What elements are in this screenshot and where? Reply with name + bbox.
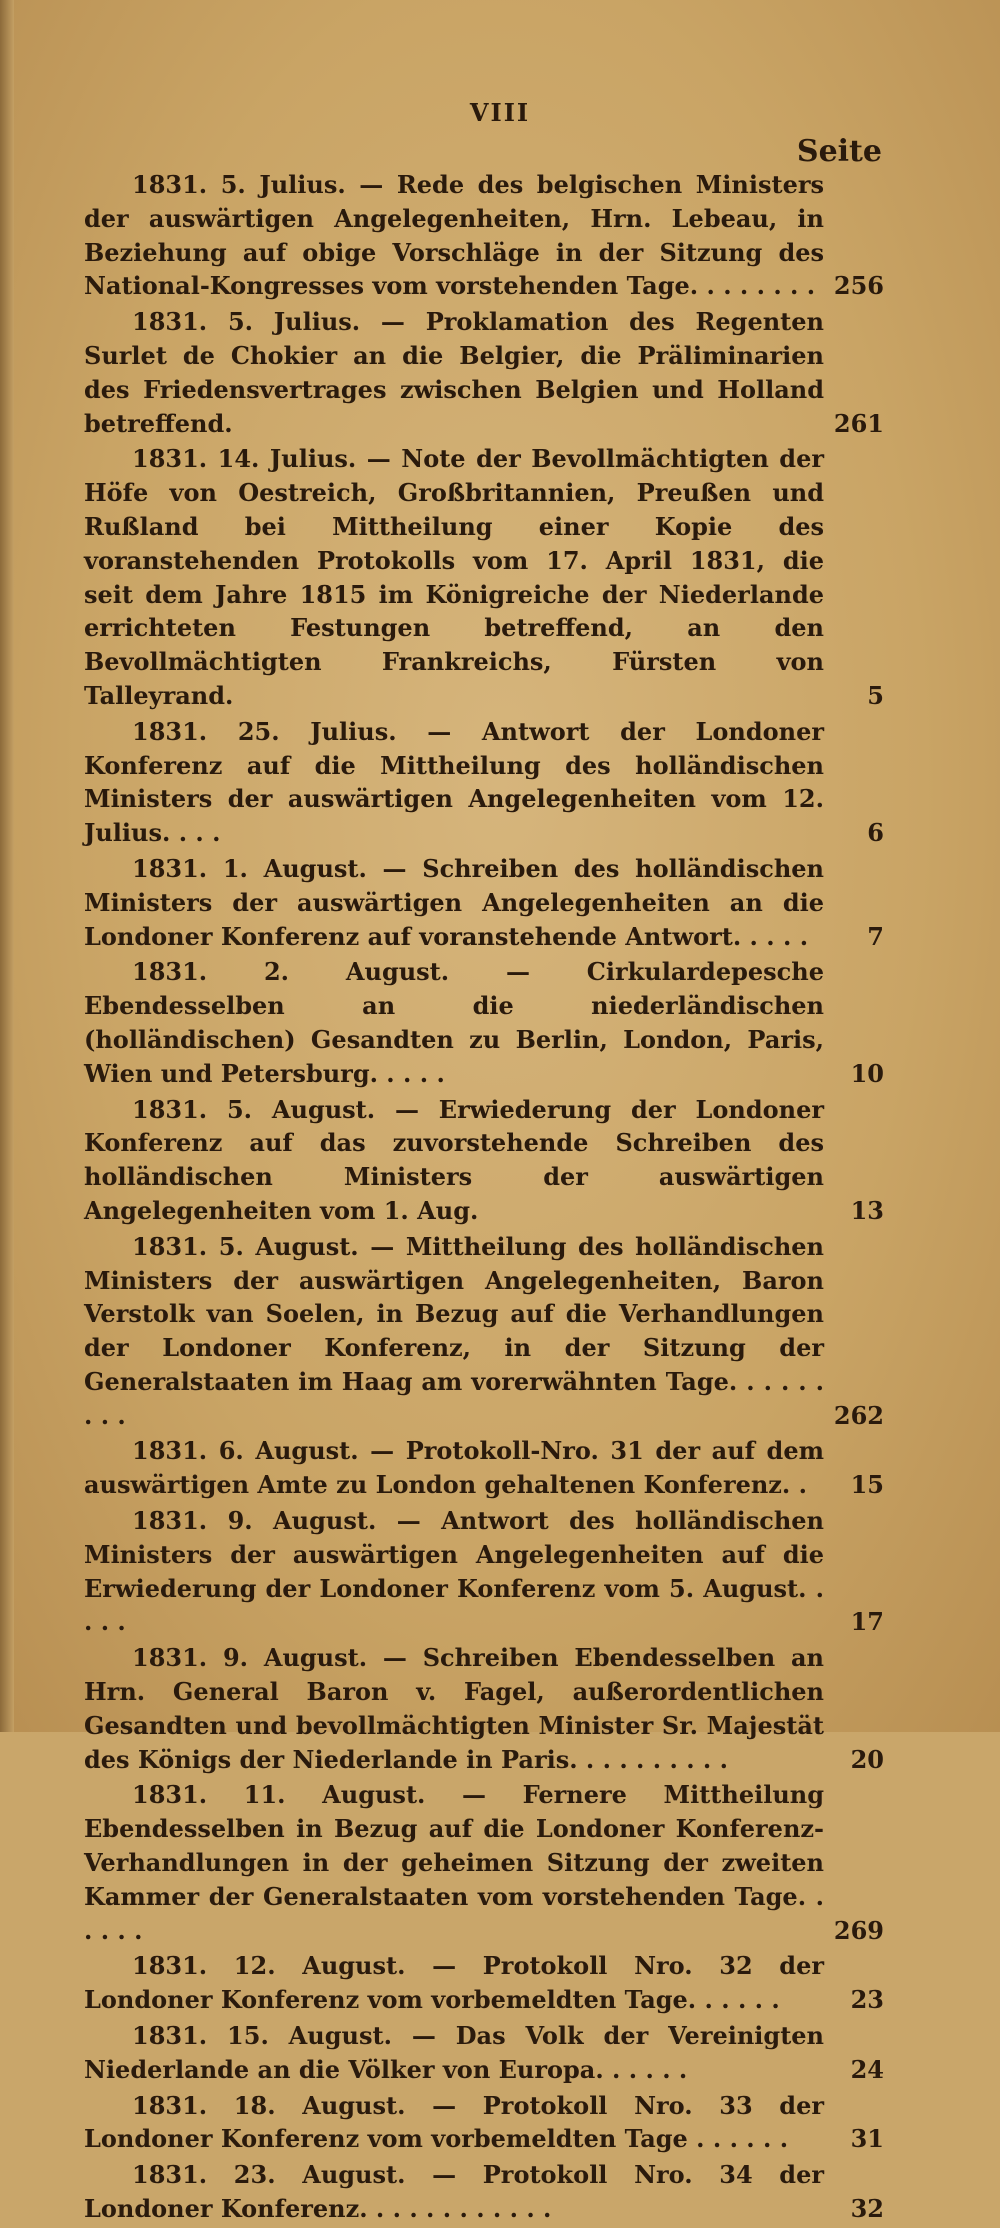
toc-entry-text: 1831. 5. August. — Mittheilung des holländischen Ministers der auswärtigen Angelegenheiten, Baron Verstolk van Soelen, in Bezug auf die Verhandlungen der Londoner Konferenz, in der Sitzung der Generalstaaten im Haag am vorerwähnten Tage. . . . . . . . . <box>84 1231 824 1430</box>
toc-entry-page: 10 <box>850 1058 884 1088</box>
toc-entry <box>84 168 884 303</box>
toc-entry-text: 1831. 9. August. — Schreiben Ebendesselben an Hrn. General Baron v. Fagel, außerordentlichen Gesandten und bevollmächtigten Minister Sr. Majestät des Königs der Niederlande in Paris. . . . . . . . . . <box>84 1643 824 1774</box>
page-edge <box>0 0 14 1732</box>
toc-entry <box>84 1949 884 2017</box>
toc-entry-page: 23 <box>850 1985 884 2015</box>
toc-entry <box>84 1641 884 1776</box>
toc-entry-text: 1831. 25. Julius. — Antwort der Londoner Konferenz auf die Mittheilung des holländischen Ministers der auswärtigen Angelegenheiten vom 12. Julius. . . . <box>84 716 824 848</box>
page-number: VIII <box>469 98 531 127</box>
toc-entry-page: 32 <box>850 2194 884 2224</box>
toc-entry-page: 261 <box>833 408 884 438</box>
toc-entry <box>84 715 884 850</box>
toc-entry <box>84 442 884 712</box>
toc-entry-page: 262 <box>833 1400 884 1430</box>
toc-entry-page: 13 <box>850 1195 884 1225</box>
toc-entry-page: 256 <box>833 271 884 301</box>
toc-entry-text: 1831. 15. August. — Das Volk der Vereinigten Niederlande an die Völker von Europa. . . . . . <box>84 2021 824 2084</box>
toc-entry-page: 17 <box>850 1607 884 1637</box>
toc-entry-text: 1831. 5. August. — Erwiederung der Londoner Konferenz auf das zuvorstehende Schreiben des holländischen Ministers der auswärtigen Angelegenheiten vom 1. Aug. <box>84 1094 824 1225</box>
toc-entry <box>84 2089 884 2157</box>
toc-entry <box>84 1093 884 1228</box>
page-column-header: Seite <box>796 134 882 169</box>
toc-entry-page: 7 <box>867 921 884 951</box>
toc-entry-text: 1831. 12. August. — Protokoll Nro. 32 der Londoner Konferenz vom vorbemeldten Tage. . . . . . <box>84 1951 824 2015</box>
toc-entry <box>84 955 884 1090</box>
toc-entry-page: 6 <box>867 818 884 848</box>
toc-entry <box>84 852 884 953</box>
toc-entry-text: 1831. 14. Julius. — Note der Bevollmächtigten der Höfe von Oestreich, Großbritannien, Preußen und Rußland bei Mittheilung einer Kopie des voranstehenden Protokolls vom 17. April 1831, die seit dem Jahre 1815 im Königreiche der Niederlande errichteten Festungen betreffend, an den Bevollmächtigten Frankreichs, Fürsten von Talleyrand. <box>84 444 824 710</box>
toc-entry-page: 31 <box>850 2124 884 2154</box>
table-of-contents <box>84 168 884 2228</box>
toc-entry-page: 24 <box>850 2054 884 2084</box>
toc-entry <box>84 1434 884 1502</box>
toc-entry-text: 1831. 9. August. — Antwort des holländischen Ministers der auswärtigen Angelegenheiten auf die Erwiederung der Londoner Konferenz vom 5. August. . . . . <box>84 1506 824 1637</box>
toc-entry <box>84 1778 884 1947</box>
toc-entry-text: 1831. 18. August. — Protokoll Nro. 33 der Londoner Konferenz vom vorbemeldten Tage . . . . . . <box>84 2090 824 2154</box>
toc-entry <box>84 2158 884 2226</box>
toc-entry-text: 1831. 2. August. — Cirkulardepesche Ebendesselben an die niederländischen (holländischen) Gesandten zu Berlin, London, Paris, Wien und Petersburg. . . . . <box>84 957 824 1088</box>
toc-entry <box>84 2019 884 2087</box>
toc-entry-text: 1831. 5. Julius. — Rede des belgischen Ministers der auswärtigen Angelegenheiten, Hrn. Lebeau, in Beziehung auf obige Vorschläge in der Sitzung des National-Kongresses vom vorstehenden Tage. . . . . . . . <box>84 170 824 301</box>
toc-entry <box>84 305 884 440</box>
toc-entry-text: 1831. 23. August. — Protokoll Nro. 34 der Londoner Konferenz. . . . . . . . . . . . <box>84 2160 824 2224</box>
toc-entry <box>84 1230 884 1433</box>
toc-entry-text: 1831. 11. August. — Fernere Mittheilung Ebendesselben in Bezug auf die Londoner Konferenz-Verhandlungen in der geheimen Sitzung der zweiten Kammer der Generalstaaten vom vorstehenden Tage. . . . . . <box>84 1780 824 1945</box>
toc-entry-text: 1831. 6. August. — Protokoll-Nro. 31 der auf dem auswärtigen Amte zu London gehaltenen Konferenz. . <box>84 1436 824 1500</box>
toc-entry-page: 269 <box>833 1915 884 1945</box>
toc-entry-page: 15 <box>850 1470 884 1500</box>
toc-entry-page: 5 <box>867 680 884 710</box>
toc-entry <box>84 1504 884 1639</box>
toc-entry-page: 20 <box>850 1744 884 1774</box>
toc-entry-text: 1831. 1. August. — Schreiben des holländischen Ministers der auswärtigen Angelegenheiten an die Londoner Konferenz auf voranstehende Antwort. . . . . <box>84 853 824 951</box>
toc-entry-text: 1831. 5. Julius. — Proklamation des Regenten Surlet de Chokier an die Belgier, die Präliminarien des Friedensvertrages zwischen Belgien und Holland betreffend. <box>84 307 824 438</box>
